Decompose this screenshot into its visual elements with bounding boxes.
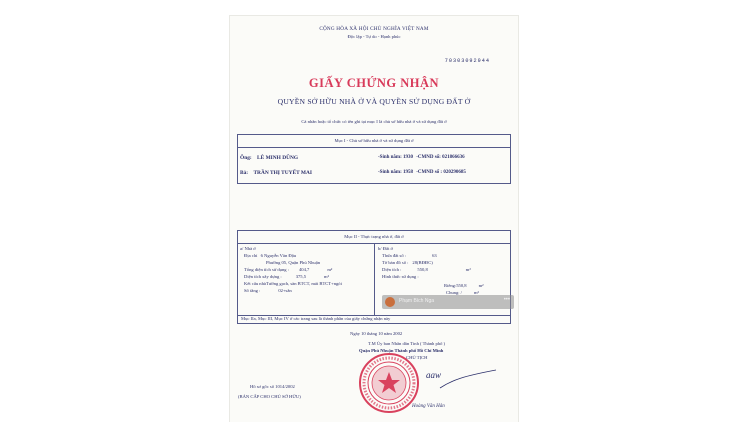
owner-row-1: Ông: LÊ MINH DŨNG (240, 155, 299, 161)
owner-1-birth-id: -Sinh năm: 1930 -CMND số: 021866636 (378, 155, 465, 160)
certificate-intro: Cá nhân hoặc tổ chức có tên ghi tại mục I là chủ sở hữu nhà ở và sử dụng đất ở (301, 119, 447, 124)
section-owners (237, 134, 511, 184)
signer-name: Hoàng Văn Hân (412, 404, 445, 409)
handwritten-signature: aaw (426, 370, 442, 380)
nation-heading: CỘNG HÒA XÃ HỘI CHỦ NGHĨA VIỆT NAM (319, 26, 429, 32)
official-seal-icon (358, 352, 420, 414)
land-row-shared: Chung: / m² (446, 290, 479, 295)
uploader-name: Phạm Bích Nga (399, 298, 435, 304)
signer-role: CHỦ TỊCH (406, 355, 428, 360)
house-row-floors: Số tầng : 02+sân (244, 288, 292, 293)
signature-stroke-icon (438, 368, 498, 392)
certificate-document (230, 16, 518, 422)
land-row-private: Riêng:550,8 m² (444, 283, 484, 288)
certificate-title: GIẤY CHỨNG NHẬN (308, 76, 440, 90)
land-row-map-sheet: Tờ bản đồ số : 28(BĐĐC) (382, 260, 433, 265)
certificate-subtitle: QUYỀN SỞ HỮU NHÀ Ở VÀ QUYỀN SỬ DỤNG ĐẤT Ở (277, 97, 471, 106)
land-row-area: Diện tích : 550,8 m² (382, 267, 471, 272)
house-row-total-area: Tổng diện tích sử dụng : 404,7 m² (244, 267, 333, 272)
section-note: Mục IIa, Mục III, Mục IV ở các trang sau là thành phần của giấy chứng nhận này (241, 316, 391, 321)
land-label: b/ Đất ở (378, 246, 393, 251)
house-row-build-area: Diện tích xây dựng : 375,5 m² (244, 274, 329, 279)
house-row-address: Địa chỉ 6 Nguyễn Văn Đậu (244, 253, 297, 258)
section-owners-heading: Mục I - Chủ sở hữu nhà ở và sử dụng đất ở (334, 138, 414, 143)
issuing-district: Quận Phú Nhuận Thành phố Hồ Chí Minh (359, 348, 444, 353)
more-options-icon[interactable]: ••• (503, 297, 510, 303)
issue-date: Ngày 10 tháng 10 năm 2002 (350, 331, 403, 336)
motto: Độc lập - Tự do - Hạnh phúc (347, 34, 401, 39)
land-row-plot: Thửa đất số : 63 (382, 253, 437, 258)
record-number: Hồ sơ gốc số 1014/2002 (250, 384, 295, 389)
record-note: (BẢN CẤP CHO CHỦ SỞ HỮU) (238, 394, 301, 399)
owner-2-birth-id: -Sinh năm: 1958 -CMND số : 020290685 (378, 170, 466, 175)
land-row-usage: Hình thức sử dụng : (382, 274, 419, 279)
house-label: a/ Nhà ở (240, 246, 256, 251)
section-note-box (237, 314, 511, 324)
house-row-structure: Kết cấu nhàTường gạch, sàn BTCT, mái BTCT+ngói (244, 281, 342, 286)
section-property-heading: Mục II - Thực trạng nhà ở, đất ở (344, 234, 404, 239)
owner-row-2: Bà: TRẦN THỊ TUYẾT MAI (240, 170, 313, 176)
house-row-ward: Phường 05, Quận Phú Nhuận (266, 260, 321, 265)
serial-number: 70303092944 (444, 58, 490, 64)
avatar (385, 297, 395, 307)
issuing-committee: T.M Ủy ban Nhân dân Tỉnh ( Thành phố ) (368, 341, 446, 346)
uploader-tag[interactable] (382, 295, 514, 309)
